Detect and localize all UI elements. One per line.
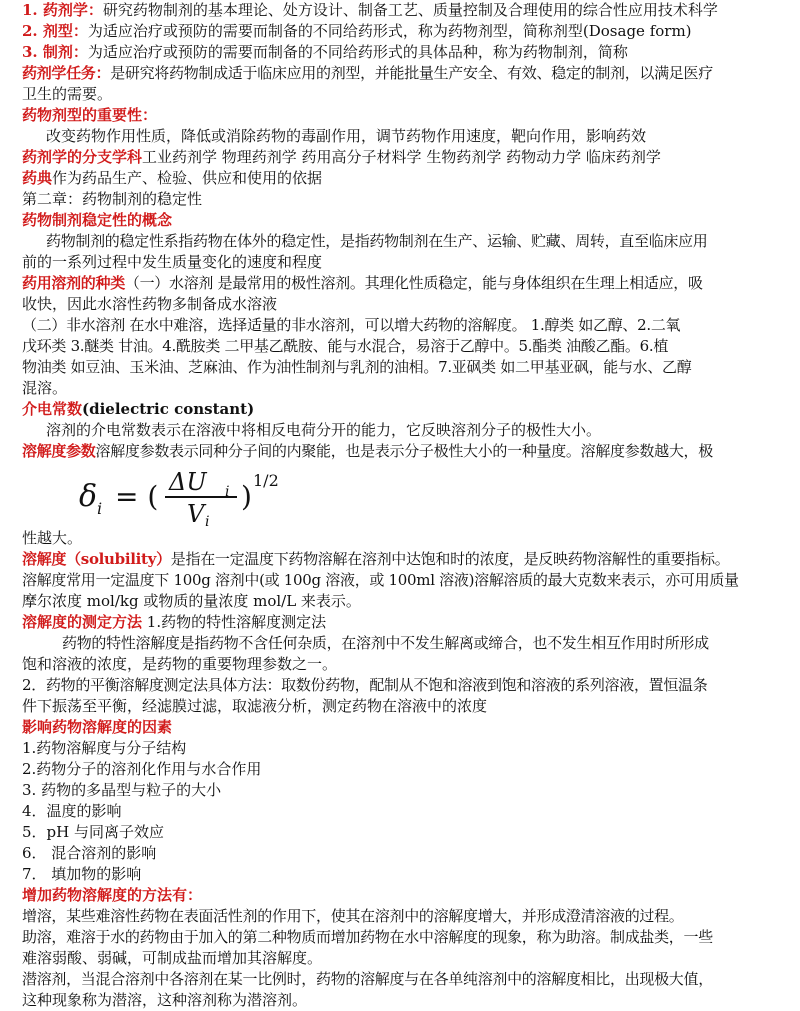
text-line: 改变药物作用性质，降低或消除药物的毒副作用，调节药物作用速度，靶向作用，影响药效	[46, 127, 647, 145]
text-line: 件下振荡至平衡，经滤膜过滤，取滤液分析，测定药物在溶液中的浓度	[22, 697, 488, 715]
heading: 药用溶剂的种类	[22, 274, 125, 292]
text-line: 性越大。	[22, 529, 83, 547]
text-line: 2．药物的平衡溶解度测定法具体方法：取数份药物，配制从不饱和溶液到饱和溶液的系列溶液，置恒温条	[22, 676, 708, 694]
list-item: 5．pH 与同离子效应	[22, 823, 164, 841]
heading: 3. 制剂：	[22, 43, 88, 61]
list-item: 2.药物分子的溶剂化作用与水合作用	[22, 760, 262, 778]
heading: 药剂学任务：	[22, 64, 111, 82]
heading: 药物制剂稳定性的概念	[22, 211, 173, 229]
formula-equals: = (	[115, 480, 159, 513]
solubility-parameter-formula	[22, 462, 792, 528]
text: 是指在一定温度下药物溶解在溶剂中达饱和时的浓度，是反映药物溶解性的重要指标。	[170, 550, 730, 568]
text: 作为药品生产、检验、供应和使用的依据	[52, 169, 323, 187]
definition-preparation	[22, 42, 792, 63]
text-line: 这种现象称为潜溶，这种溶剂称为潜溶剂。	[22, 991, 308, 1009]
text-line: 摩尔浓度 mol/kg 或物质的量浓度 mol/L 来表示。	[22, 592, 361, 610]
chapter-title: 第二章：药物制剂的稳定性	[22, 190, 203, 208]
definition-dosage-form	[22, 21, 792, 42]
solubility-measurement	[22, 612, 792, 633]
pharmacopoeia	[22, 168, 792, 189]
heading: 增加药物溶解度的方法有：	[22, 886, 203, 904]
solubility-definition	[22, 549, 792, 570]
solubility-parameter	[22, 441, 792, 462]
text-line: 收快，因此水溶性药物多制备成水溶液	[22, 295, 278, 313]
definition-pharmaceutics	[22, 0, 792, 21]
list-item: 1.药物溶解度与分子结构	[22, 739, 187, 757]
text: 为适应治疗或预防的需要而制备的不同给药形式的具体品种，称为药物制剂，简称	[87, 43, 628, 61]
text: 溶解度参数表示同种分子间的内聚能，也是表示分子极性大小的一种量度。溶解度参数越大，极	[95, 442, 713, 460]
pharmaceutics-task	[22, 63, 792, 84]
solvent-types	[22, 273, 792, 294]
text: 是研究将药物制成适于临床应用的剂型，并能批量生产安全、有效、稳定的制剂，以满足医疗	[110, 64, 713, 82]
text-line: 物油类 如豆油、玉米油、芝麻油、作为油性制剂与乳剂的油相。7.亚砜类 如二甲基亚砜，能与水、乙醇	[22, 358, 692, 376]
text-line: 前的一系列过程中发生质量变化的速度和程度	[22, 253, 323, 271]
formula-numerator: ΔU	[169, 468, 207, 496]
text: 为适应治疗或预防的需要而制备的不同给药形式，称为药物剂型，简称剂型(Dosage form)	[87, 22, 692, 40]
formula-denominator-subscript: i	[205, 514, 210, 528]
heading: 溶解度（solubility）	[22, 550, 171, 568]
text: 研究药物制剂的基本理论、处方设计、制备工艺、质量控制及合理使用的综合性应用技术科学	[102, 1, 718, 19]
heading: 溶解度参数	[22, 442, 96, 460]
heading: 影响药物溶解度的因素	[22, 718, 173, 736]
heading: 药物剂型的重要性：	[22, 106, 158, 124]
text-line: 溶剂的介电常数表示在溶液中将相反电荷分开的能力，它反映溶剂分子的极性大小。	[46, 421, 602, 439]
list-item: 4．温度的影响	[22, 802, 122, 820]
pharmaceutics-branches	[22, 147, 792, 168]
text-line: 卫生的需要。	[22, 85, 113, 103]
solubility-increase-methods	[22, 885, 792, 906]
heading: 药剂学的分支学科	[22, 148, 143, 166]
formula-subscript: i	[97, 499, 103, 518]
formula-exponent: 1/2	[253, 471, 279, 490]
text-line: 饱和溶液的浓度，是药物的重要物理参数之一。	[22, 655, 338, 673]
text-line: 助溶，难溶于水的药物由于加入的第二种物质而增加药物在水中溶解度的现象，称为助溶。制成盐类，一些	[22, 928, 713, 946]
dosage-form-importance	[22, 105, 792, 126]
text-line: 药物制剂的稳定性系指药物在体外的稳定性，是指药物制剂在生产、运输、贮藏、周转，直至临床应用	[46, 232, 708, 250]
text: (dielectric constant)	[82, 400, 255, 418]
formula-close-paren: )	[241, 480, 252, 513]
list-item: 3. 药物的多晶型与粒子的大小	[22, 781, 222, 799]
heading: 药典	[22, 169, 53, 187]
formula-denominator: V	[187, 500, 205, 528]
stability-concept	[22, 210, 792, 231]
text-line: 混溶。	[22, 379, 68, 397]
text: （一）水溶剂 是最常用的极性溶剂。其理化性质稳定，能与身体组织在生理上相适应，吸	[124, 274, 703, 292]
heading: 1. 药剂学：	[22, 1, 103, 19]
text: 1.药物的特性溶解度测定法	[142, 613, 327, 631]
heading: 介电常数	[22, 400, 83, 418]
text-line: 增溶，某些难溶性药物在表面活性剂的作用下，使其在溶剂中的溶解度增大，并形成澄清溶液的过程。	[22, 907, 684, 925]
solubility-factors	[22, 717, 792, 738]
text-line: 潜溶剂，当混合溶剂中各溶剂在某一比例时，药物的溶解度与在各单纯溶剂中的溶解度相比，出现极大值，	[22, 970, 713, 988]
formula-numerator-subscript: i	[225, 484, 230, 500]
formula-svg	[77, 466, 337, 528]
heading: 2. 剂型：	[22, 22, 88, 40]
list-item: 7． 填加物的影响	[22, 865, 142, 883]
dielectric-constant	[22, 399, 792, 420]
formula-delta: δ	[79, 479, 98, 514]
text: 工业药剂学 物理药剂学 药用高分子材料学 生物药剂学 药物动力学 临床药剂学	[142, 148, 661, 166]
text-line: 难溶弱酸、弱碱，可制成盐而增加其溶解度。	[22, 949, 323, 967]
text-line: 溶解度常用一定温度下 100g 溶剂中(或 100g 溶液，或 100ml 溶液)溶解溶质的最大克数来表示，亦可用质量	[22, 571, 739, 589]
text-line: 药物的特性溶解度是指药物不含任何杂质，在溶剂中不发生解离或缔合，也不发生相互作用时所形成	[62, 634, 709, 652]
list-item: 6． 混合溶剂的影响	[22, 844, 157, 862]
text-line: （二）非水溶剂 在水中难溶，选择适量的非水溶剂，可以增大药物的溶解度。 1.醇类 如乙醇、2.二氧	[22, 316, 681, 334]
text-line: 戊环类 3.醚类 甘油。4.酰胺类 二甲基乙酰胺、能与水混合，易溶于乙醇中。5.酯类 油酸乙酯。6.植	[22, 337, 669, 355]
heading: 溶解度的测定方法	[22, 613, 143, 631]
